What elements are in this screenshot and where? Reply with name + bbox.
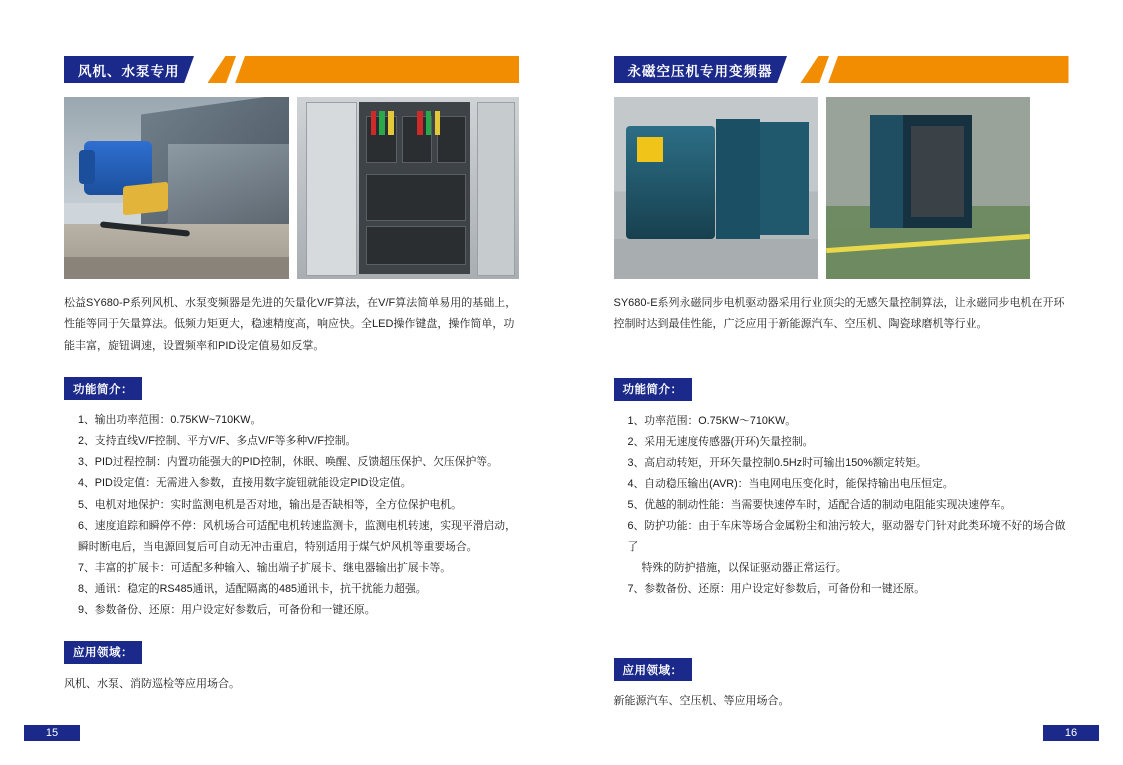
right-application-chip-wrap — [614, 658, 1069, 681]
right-application-label: 应用领域： — [614, 658, 692, 681]
right-section-title: 永磁空压机专用变频器 — [614, 56, 787, 83]
left-features-label: 功能简介： — [64, 377, 142, 400]
compressor-room-photo — [614, 97, 818, 279]
right-features-chip-wrap — [614, 378, 1069, 401]
right-features-list — [614, 411, 1069, 600]
left-intro-text: 松益SY680-P系列风机、水泵变频器是先进的矢量化V/F算法，在V/F算法简单易用的基础上，性能等同于矢量算法。低频力矩更大，稳速精度高，响应快。全LED操作键盘，操作简单，功能丰富，旋钮调速，设置频率和PID设定值易如反掌。 — [64, 297, 517, 352]
left-photo-row — [64, 97, 519, 279]
list-item-continuation: 特殊的防护措施，以保证驱动器正常运行。 — [641, 562, 847, 575]
right-photo-row — [614, 97, 1069, 279]
left-features-list — [64, 410, 519, 620]
left-application-chip-wrap — [64, 641, 519, 664]
left-section-header — [64, 56, 519, 83]
header-slant-decoration — [194, 56, 520, 83]
right-page — [562, 0, 1123, 765]
list-item: 9、参数备份、还原：用户设定好参数后，可备份和一键还原。 — [78, 603, 376, 616]
right-features-label: 功能简介： — [614, 378, 692, 401]
left-intro-paragraph — [64, 293, 519, 357]
open-cabinet-photo — [826, 97, 1030, 279]
list-item: 4、自动稳压输出(AVR)：当电网电压变化时，能保持输出电压恒定。 — [627, 478, 954, 491]
list-item: 1、输出功率范围：0.75KW~710KW。 — [78, 414, 262, 427]
right-section-header — [614, 56, 1069, 83]
header-slant-decoration-right — [787, 56, 1069, 83]
blower-motor-photo — [64, 97, 289, 279]
list-item: 6、速度追踪和瞬停不停：风机场合可适配电机转速监测卡，监测电机转速，实现平滑启动，瞬时断电后，当电源回复后可自动无冲击重启，特别适用于煤气炉风机等重要场合。 — [78, 519, 516, 553]
left-application-label: 应用领域： — [64, 641, 142, 664]
list-item: 3、PID过程控制：内置功能强大的PID控制，休眠、唤醒、反馈超压保护、欠压保护等。 — [78, 456, 498, 469]
right-intro-paragraph — [614, 293, 1069, 336]
header-orange-bar-right — [801, 56, 1069, 83]
list-item: 5、优越的制动性能：当需要快速停车时，适配合适的制动电阻能实现决速停车。 — [627, 499, 1012, 512]
list-item: 3、高启动转矩，开环矢量控制0.5Hz时可输出150%额定转矩。 — [627, 456, 927, 469]
list-item: 7、丰富的扩展卡：可适配多种输入、输出端子扩展卡、继电器输出扩展卡等。 — [78, 561, 452, 574]
header-orange-bar — [208, 56, 520, 83]
list-item: 8、通讯：稳定的RS485通讯，适配隔离的485通讯卡，抗干扰能力超强。 — [78, 582, 427, 595]
list-item: 2、支持直线V/F控制、平方V/F、多点V/F等多种V/F控制。 — [78, 435, 357, 448]
left-section-title: 风机、水泵专用 — [64, 56, 194, 83]
list-item: 4、PID设定值：无需进入参数，直接用数字旋钮就能设定PID设定值。 — [78, 477, 412, 490]
list-item: 6、防护功能：由于车床等场合金属粉尘和油污较大，驱动器专门针对此类环境不好的场合做了 — [627, 520, 1066, 554]
right-page-number: 16 — [1043, 725, 1099, 741]
list-item: 2、采用无速度传感器(开环)矢量控制。 — [627, 435, 814, 448]
list-item: 5、电机对地保护：实时监测电机是否对地，输出是否缺相等，全方位保护电机。 — [78, 498, 462, 511]
list-item: 1、功率范围：O.75KW～710KW。 — [627, 414, 797, 427]
right-intro-text: SY680-E系列永磁同步电机驱动器采用行业顶尖的无感矢量控制算法，让永磁同步电机在开环控制时达到最佳性能，广泛应用于新能源汽车、空压机、陶瓷球磨机等行业。 — [613, 297, 1065, 331]
list-item: 7、参数备份、还原：用户设定好参数后，可备份和一键还原。 — [627, 583, 926, 596]
left-page-number: 15 — [24, 725, 80, 741]
left-features-chip-wrap — [64, 377, 519, 400]
drive-cabinet-photo — [297, 97, 519, 279]
right-application-text: 新能源汽车、空压机、等应用场合。 — [613, 695, 790, 708]
left-application-text: 风机、水泵、消防巡检等应用场合。 — [64, 677, 240, 690]
